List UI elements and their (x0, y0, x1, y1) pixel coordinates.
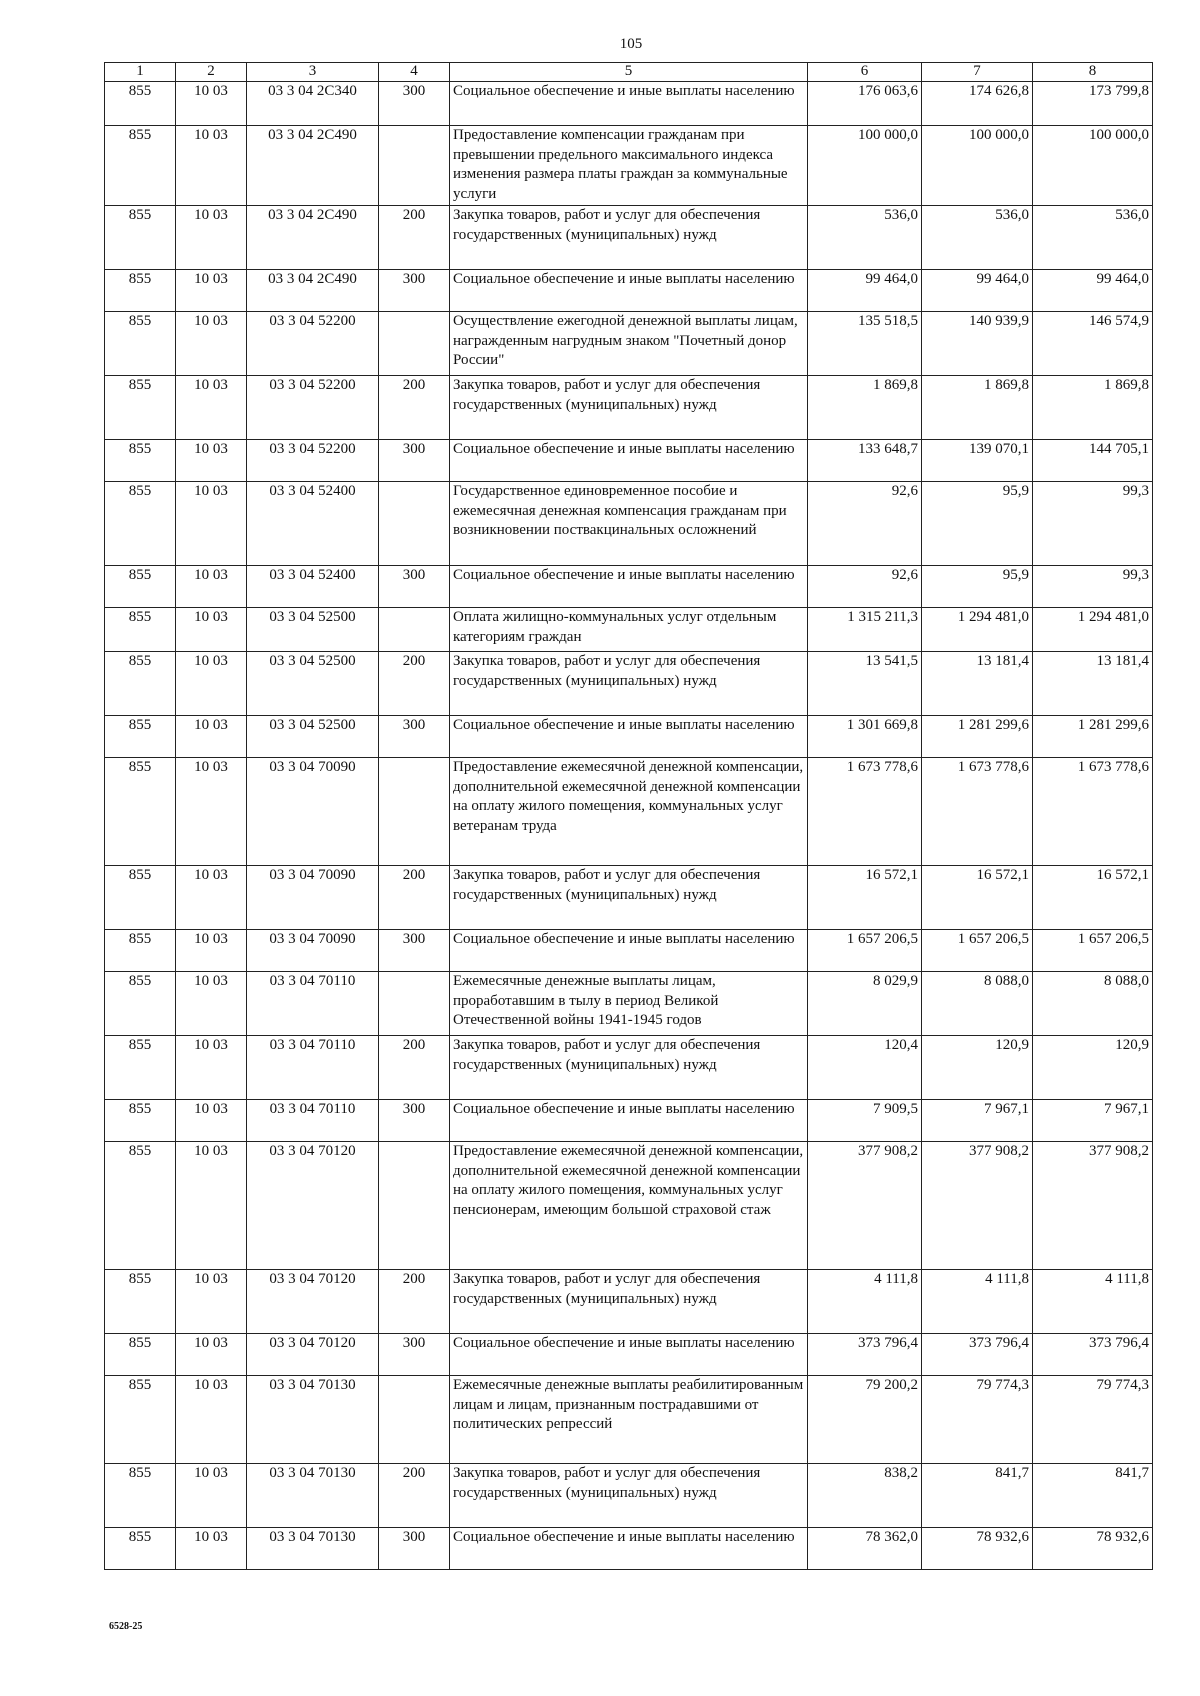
document-code: 6528-25 (109, 1621, 143, 1632)
description-cell: Закупка товаров, работ и услуг для обеспечения государственных (муниципальных) нужд (450, 1270, 808, 1334)
target-article-cell: 03 3 04 70110 (247, 972, 379, 1036)
expense-type-cell: 200 (379, 206, 450, 270)
amount-year1-cell: 79 200,2 (808, 1376, 922, 1464)
amount-year3-cell: 79 774,3 (1033, 1376, 1153, 1464)
description-cell: Социальное обеспечение и иные выплаты населению (450, 1100, 808, 1142)
target-article-cell: 03 3 04 70130 (247, 1464, 379, 1528)
section-code-cell: 10 03 (176, 652, 247, 716)
expense-type-cell: 300 (379, 270, 450, 312)
amount-year1-cell: 1 869,8 (808, 376, 922, 440)
amount-year2-cell: 1 294 481,0 (922, 608, 1033, 652)
amount-year1-cell: 1 657 206,5 (808, 930, 922, 972)
section-code-cell: 10 03 (176, 82, 247, 126)
target-article-cell: 03 3 04 70120 (247, 1334, 379, 1376)
column-number-header-row (105, 63, 1153, 82)
amount-year3-cell: 1 294 481,0 (1033, 608, 1153, 652)
expense-type-cell: 200 (379, 376, 450, 440)
amount-year1-cell: 8 029,9 (808, 972, 922, 1036)
amount-year1-cell: 1 673 778,6 (808, 758, 922, 866)
target-article-cell: 03 3 04 70090 (247, 866, 379, 930)
amount-year3-cell: 8 088,0 (1033, 972, 1153, 1036)
table-row (105, 1334, 1153, 1376)
amount-year2-cell: 8 088,0 (922, 972, 1033, 1036)
table-row (105, 1464, 1153, 1528)
target-article-cell: 03 3 04 70110 (247, 1100, 379, 1142)
description-cell: Социальное обеспечение и иные выплаты населению (450, 930, 808, 972)
expense-type-cell: 300 (379, 440, 450, 482)
description-cell: Ежемесячные денежные выплаты лицам, проработавшим в тылу в период Великой Отечественной войны 1941-1945 годов (450, 972, 808, 1036)
description-cell: Социальное обеспечение и иные выплаты населению (450, 82, 808, 126)
ministry-code-cell: 855 (105, 440, 176, 482)
amount-year2-cell: 1 281 299,6 (922, 716, 1033, 758)
description-cell: Предоставление ежемесячной денежной компенсации, дополнительной ежемесячной денежной компенсации на оплату жилого помещения, коммунальных услуг ветеранам труда (450, 758, 808, 866)
target-article-cell: 03 3 04 70120 (247, 1142, 379, 1270)
amount-year3-cell: 16 572,1 (1033, 866, 1153, 930)
budget-table (104, 62, 1153, 1570)
target-article-cell: 03 3 04 52200 (247, 376, 379, 440)
ministry-code-cell: 855 (105, 206, 176, 270)
table-row (105, 1528, 1153, 1570)
description-cell: Ежемесячные денежные выплаты реабилитированным лицам и лицам, признанным пострадавшими от политических репрессий (450, 1376, 808, 1464)
section-code-cell: 10 03 (176, 1036, 247, 1100)
amount-year1-cell: 176 063,6 (808, 82, 922, 126)
amount-year3-cell: 4 111,8 (1033, 1270, 1153, 1334)
amount-year1-cell: 135 518,5 (808, 312, 922, 376)
ministry-code-cell: 855 (105, 866, 176, 930)
amount-year2-cell: 95,9 (922, 566, 1033, 608)
expense-type-cell: 300 (379, 930, 450, 972)
ministry-code-cell: 855 (105, 566, 176, 608)
target-article-cell: 03 3 04 52400 (247, 482, 379, 566)
amount-year1-cell: 4 111,8 (808, 1270, 922, 1334)
target-article-cell: 03 3 04 52500 (247, 716, 379, 758)
description-cell: Социальное обеспечение и иные выплаты населению (450, 270, 808, 312)
amount-year1-cell: 16 572,1 (808, 866, 922, 930)
amount-year3-cell: 100 000,0 (1033, 126, 1153, 206)
section-code-cell: 10 03 (176, 1142, 247, 1270)
amount-year3-cell: 99,3 (1033, 566, 1153, 608)
amount-year2-cell: 95,9 (922, 482, 1033, 566)
page-number: 105 (619, 36, 643, 52)
target-article-cell: 03 3 04 70090 (247, 758, 379, 866)
expense-type-cell: 200 (379, 1464, 450, 1528)
amount-year2-cell: 174 626,8 (922, 82, 1033, 126)
table-row (105, 440, 1153, 482)
amount-year1-cell: 1 315 211,3 (808, 608, 922, 652)
description-cell: Закупка товаров, работ и услуг для обеспечения государственных (муниципальных) нужд (450, 652, 808, 716)
amount-year3-cell: 373 796,4 (1033, 1334, 1153, 1376)
amount-year2-cell: 841,7 (922, 1464, 1033, 1528)
expense-type-cell: 200 (379, 1036, 450, 1100)
expense-type-cell: 300 (379, 1100, 450, 1142)
table-row (105, 1100, 1153, 1142)
target-article-cell: 03 3 04 70120 (247, 1270, 379, 1334)
target-article-cell: 03 3 04 2С490 (247, 270, 379, 312)
amount-year3-cell: 146 574,9 (1033, 312, 1153, 376)
section-code-cell: 10 03 (176, 972, 247, 1036)
section-code-cell: 10 03 (176, 716, 247, 758)
column-header: 4 (379, 63, 450, 82)
target-article-cell: 03 3 04 52200 (247, 440, 379, 482)
table-row (105, 1270, 1153, 1334)
table-row (105, 270, 1153, 312)
target-article-cell: 03 3 04 2С490 (247, 126, 379, 206)
column-header: 1 (105, 63, 176, 82)
section-code-cell: 10 03 (176, 1100, 247, 1142)
amount-year1-cell: 373 796,4 (808, 1334, 922, 1376)
amount-year1-cell: 92,6 (808, 482, 922, 566)
amount-year1-cell: 1 301 669,8 (808, 716, 922, 758)
ministry-code-cell: 855 (105, 1100, 176, 1142)
amount-year1-cell: 133 648,7 (808, 440, 922, 482)
section-code-cell: 10 03 (176, 206, 247, 270)
amount-year3-cell: 7 967,1 (1033, 1100, 1153, 1142)
table-row (105, 126, 1153, 206)
table-row (105, 1036, 1153, 1100)
column-header: 6 (808, 63, 922, 82)
section-code-cell: 10 03 (176, 758, 247, 866)
amount-year2-cell: 13 181,4 (922, 652, 1033, 716)
table-row (105, 1376, 1153, 1464)
description-cell: Социальное обеспечение и иные выплаты населению (450, 440, 808, 482)
description-cell: Социальное обеспечение и иные выплаты населению (450, 1334, 808, 1376)
target-article-cell: 03 3 04 52500 (247, 608, 379, 652)
ministry-code-cell: 855 (105, 930, 176, 972)
ministry-code-cell: 855 (105, 1376, 176, 1464)
amount-year3-cell: 1 869,8 (1033, 376, 1153, 440)
description-cell: Оплата жилищно-коммунальных услуг отдельным категориям граждан (450, 608, 808, 652)
ministry-code-cell: 855 (105, 482, 176, 566)
expense-type-cell (379, 482, 450, 566)
amount-year3-cell: 173 799,8 (1033, 82, 1153, 126)
amount-year3-cell: 144 705,1 (1033, 440, 1153, 482)
target-article-cell: 03 3 04 52500 (247, 652, 379, 716)
ministry-code-cell: 855 (105, 758, 176, 866)
amount-year2-cell: 7 967,1 (922, 1100, 1033, 1142)
amount-year3-cell: 1 281 299,6 (1033, 716, 1153, 758)
ministry-code-cell: 855 (105, 312, 176, 376)
section-code-cell: 10 03 (176, 566, 247, 608)
ministry-code-cell: 855 (105, 270, 176, 312)
ministry-code-cell: 855 (105, 1270, 176, 1334)
description-cell: Социальное обеспечение и иные выплаты населению (450, 716, 808, 758)
amount-year2-cell: 79 774,3 (922, 1376, 1033, 1464)
section-code-cell: 10 03 (176, 866, 247, 930)
amount-year3-cell: 99,3 (1033, 482, 1153, 566)
expense-type-cell (379, 972, 450, 1036)
amount-year2-cell: 1 657 206,5 (922, 930, 1033, 972)
amount-year3-cell: 377 908,2 (1033, 1142, 1153, 1270)
description-cell: Предоставление компенсации гражданам при превышении предельного максимального индекса изменения размера платы граждан за коммунальные услуги (450, 126, 808, 206)
column-header: 2 (176, 63, 247, 82)
amount-year3-cell: 99 464,0 (1033, 270, 1153, 312)
description-cell: Закупка товаров, работ и услуг для обеспечения государственных (муниципальных) нужд (450, 1036, 808, 1100)
section-code-cell: 10 03 (176, 1334, 247, 1376)
target-article-cell: 03 3 04 52200 (247, 312, 379, 376)
ministry-code-cell: 855 (105, 376, 176, 440)
amount-year1-cell: 99 464,0 (808, 270, 922, 312)
expense-type-cell: 300 (379, 82, 450, 126)
amount-year3-cell: 1 657 206,5 (1033, 930, 1153, 972)
description-cell: Осуществление ежегодной денежной выплаты лицам, награжденным нагрудным знаком "Почетный донор России" (450, 312, 808, 376)
description-cell: Закупка товаров, работ и услуг для обеспечения государственных (муниципальных) нужд (450, 1464, 808, 1528)
ministry-code-cell: 855 (105, 126, 176, 206)
target-article-cell: 03 3 04 70090 (247, 930, 379, 972)
expense-type-cell: 300 (379, 566, 450, 608)
description-cell: Закупка товаров, работ и услуг для обеспечения государственных (муниципальных) нужд (450, 866, 808, 930)
amount-year1-cell: 377 908,2 (808, 1142, 922, 1270)
expense-type-cell: 300 (379, 1334, 450, 1376)
ministry-code-cell: 855 (105, 1334, 176, 1376)
target-article-cell: 03 3 04 70130 (247, 1528, 379, 1570)
target-article-cell: 03 3 04 2С490 (247, 206, 379, 270)
section-code-cell: 10 03 (176, 270, 247, 312)
description-cell: Социальное обеспечение и иные выплаты населению (450, 1528, 808, 1570)
expense-type-cell (379, 1142, 450, 1270)
ministry-code-cell: 855 (105, 1036, 176, 1100)
amount-year1-cell: 78 362,0 (808, 1528, 922, 1570)
target-article-cell: 03 3 04 2С340 (247, 82, 379, 126)
amount-year2-cell: 377 908,2 (922, 1142, 1033, 1270)
amount-year2-cell: 536,0 (922, 206, 1033, 270)
target-article-cell: 03 3 04 70110 (247, 1036, 379, 1100)
amount-year1-cell: 100 000,0 (808, 126, 922, 206)
amount-year3-cell: 1 673 778,6 (1033, 758, 1153, 866)
column-header: 8 (1033, 63, 1153, 82)
section-code-cell: 10 03 (176, 1270, 247, 1334)
amount-year2-cell: 120,9 (922, 1036, 1033, 1100)
ministry-code-cell: 855 (105, 82, 176, 126)
expense-type-cell (379, 312, 450, 376)
section-code-cell: 10 03 (176, 1376, 247, 1464)
amount-year3-cell: 78 932,6 (1033, 1528, 1153, 1570)
amount-year2-cell: 1 673 778,6 (922, 758, 1033, 866)
amount-year2-cell: 4 111,8 (922, 1270, 1033, 1334)
column-header: 5 (450, 63, 808, 82)
ministry-code-cell: 855 (105, 716, 176, 758)
expense-type-cell (379, 1376, 450, 1464)
section-code-cell: 10 03 (176, 312, 247, 376)
amount-year3-cell: 536,0 (1033, 206, 1153, 270)
amount-year1-cell: 838,2 (808, 1464, 922, 1528)
section-code-cell: 10 03 (176, 1464, 247, 1528)
amount-year2-cell: 139 070,1 (922, 440, 1033, 482)
amount-year2-cell: 78 932,6 (922, 1528, 1033, 1570)
amount-year1-cell: 536,0 (808, 206, 922, 270)
table-row (105, 652, 1153, 716)
amount-year2-cell: 373 796,4 (922, 1334, 1033, 1376)
expense-type-cell: 200 (379, 866, 450, 930)
target-article-cell: 03 3 04 70130 (247, 1376, 379, 1464)
expense-type-cell (379, 758, 450, 866)
section-code-cell: 10 03 (176, 1528, 247, 1570)
table-row (105, 82, 1153, 126)
expense-type-cell: 200 (379, 1270, 450, 1334)
table-row (105, 1142, 1153, 1270)
section-code-cell: 10 03 (176, 126, 247, 206)
table-row (105, 716, 1153, 758)
ministry-code-cell: 855 (105, 1464, 176, 1528)
amount-year2-cell: 1 869,8 (922, 376, 1033, 440)
expense-type-cell (379, 608, 450, 652)
expense-type-cell (379, 126, 450, 206)
column-header: 7 (922, 63, 1033, 82)
amount-year2-cell: 99 464,0 (922, 270, 1033, 312)
amount-year1-cell: 7 909,5 (808, 1100, 922, 1142)
table-row (105, 566, 1153, 608)
expense-type-cell: 200 (379, 652, 450, 716)
amount-year2-cell: 100 000,0 (922, 126, 1033, 206)
description-cell: Предоставление ежемесячной денежной компенсации, дополнительной ежемесячной денежной компенсации на оплату жилого помещения, коммунальных услуг пенсионерам, имеющим большой страховой стаж (450, 1142, 808, 1270)
amount-year1-cell: 92,6 (808, 566, 922, 608)
table-row (105, 206, 1153, 270)
table-row (105, 608, 1153, 652)
table-row (105, 376, 1153, 440)
target-article-cell: 03 3 04 52400 (247, 566, 379, 608)
section-code-cell: 10 03 (176, 930, 247, 972)
ministry-code-cell: 855 (105, 608, 176, 652)
section-code-cell: 10 03 (176, 608, 247, 652)
section-code-cell: 10 03 (176, 440, 247, 482)
table-row (105, 866, 1153, 930)
description-cell: Закупка товаров, работ и услуг для обеспечения государственных (муниципальных) нужд (450, 376, 808, 440)
table-row (105, 972, 1153, 1036)
description-cell: Закупка товаров, работ и услуг для обеспечения государственных (муниципальных) нужд (450, 206, 808, 270)
amount-year1-cell: 120,4 (808, 1036, 922, 1100)
table-row (105, 758, 1153, 866)
amount-year2-cell: 140 939,9 (922, 312, 1033, 376)
amount-year1-cell: 13 541,5 (808, 652, 922, 716)
table-row (105, 930, 1153, 972)
section-code-cell: 10 03 (176, 482, 247, 566)
table-row (105, 482, 1153, 566)
section-code-cell: 10 03 (176, 376, 247, 440)
ministry-code-cell: 855 (105, 1528, 176, 1570)
description-cell: Социальное обеспечение и иные выплаты населению (450, 566, 808, 608)
amount-year3-cell: 13 181,4 (1033, 652, 1153, 716)
ministry-code-cell: 855 (105, 1142, 176, 1270)
description-cell: Государственное единовременное пособие и ежемесячная денежная компенсация гражданам при возникновении поствакцинальных осложнений (450, 482, 808, 566)
column-header: 3 (247, 63, 379, 82)
ministry-code-cell: 855 (105, 972, 176, 1036)
ministry-code-cell: 855 (105, 652, 176, 716)
amount-year3-cell: 120,9 (1033, 1036, 1153, 1100)
table-row (105, 312, 1153, 376)
expense-type-cell: 300 (379, 1528, 450, 1570)
amount-year2-cell: 16 572,1 (922, 866, 1033, 930)
amount-year3-cell: 841,7 (1033, 1464, 1153, 1528)
expense-type-cell: 300 (379, 716, 450, 758)
